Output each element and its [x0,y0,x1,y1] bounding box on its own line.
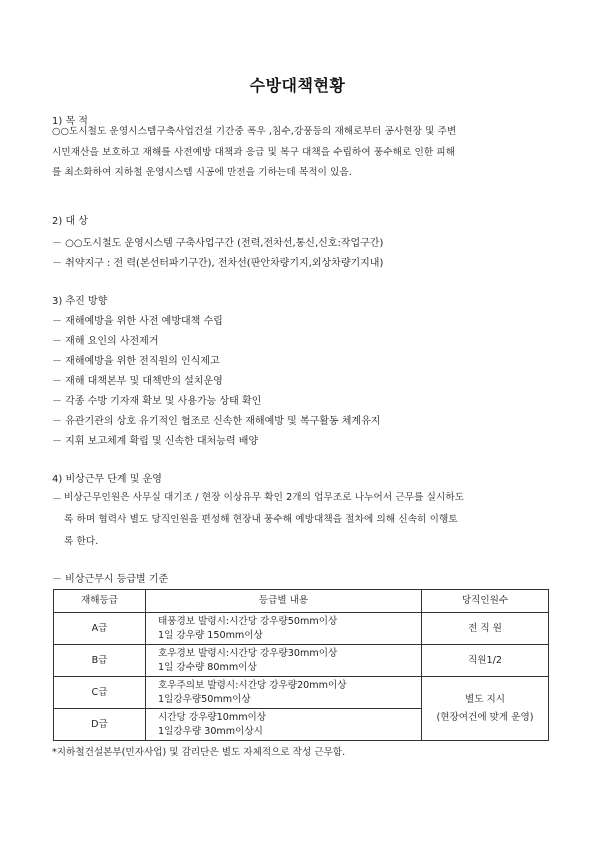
document-title: 수방대책현황 [249,76,346,95]
staff-cell: 직원1/2 [422,645,549,677]
content-cell [146,645,422,677]
section-direction-heading: 3) 추진 방향 [52,296,108,307]
content-line: 1일 강수량 80mm이상 [158,661,257,673]
content-line: 태풍경보 발령시:시간당 강우량50mm이상 [158,615,338,627]
staff-line: (현장여건에 맞게 운영) [436,711,534,723]
target-item: － 취약지구 : 전 력(본선터파기구간), 전차선(판안차량기지,외상차량기지내) [52,258,384,269]
content-cell [146,709,422,741]
content-line: 1일강우량 30mm이상시 [158,725,263,737]
content-line: 호우경보 발령시:시간당 강우량30mm이상 [158,647,338,659]
grade-cell: B급 [54,645,146,677]
grade-table [53,589,549,741]
table-row [54,677,549,709]
purpose-line: ○○도시철도 운영시스템구축사업건설 기간중 폭우 ,침수,강풍등의 재해로부터 공사현장 및 주변 [52,126,457,137]
staff-line: 별도 지시 [464,693,506,705]
direction-item: － 재해예방을 위한 전직원의 인식제고 [52,356,220,367]
direction-item: － 재해 요인의 사전제거 [52,336,159,347]
direction-item: － 재해예방을 위한 사전 예방대책 수립 [52,316,223,327]
content-line: 1일강우량50mm이상 [158,693,251,705]
header-grade: 재해등급 [54,590,146,613]
content-line: 시간당 강우량10mm이상 [158,711,267,723]
content-line: 1일 강우량 150mm이상 [158,629,263,641]
emergency-line: 록 하며 협력사 별도 당직인원을 편성해 현장내 풍수해 예방대책을 절차에 의해 신속히 이행토 [64,514,458,525]
table-row [54,613,549,645]
emergency-line: 비상근무인원은 사무실 대기조 / 현장 이상유무 확인 2개의 업무조로 나누어서 근무를 실시하도 [64,492,465,503]
grade-cell: D급 [54,709,146,741]
section-purpose-heading: 1) 목 적 [52,116,88,127]
header-content: 등급별 내용 [146,590,422,613]
staff-cell: 전 직 원 [422,613,549,645]
footnote: *지하철건설본부(민자사업) 및 감리단은 별도 자체적으로 작성 근무함. [52,747,346,758]
header-staff: 당직인원수 [422,590,549,613]
section-target-heading: 2) 대 상 [52,216,88,227]
direction-item: － 각종 수방 기자재 확보 및 사용가능 상태 확인 [52,396,262,407]
direction-item: － 유관기관의 상호 유기적인 협조로 신속한 재해예방 및 복구활동 체계유지 [52,416,381,427]
grade-cell: C급 [54,677,146,709]
content-line: 호우주의보 발령시:시간당 강우량20mm이상 [158,679,347,691]
dash-marker: － [52,494,62,505]
target-item: － ○○도시철도 운영시스템 구축사업구간 (전력,전차선,통신,신호:작업구간) [52,238,384,249]
purpose-line: 시민재산을 보호하고 재해를 사전예방 대책과 응급 및 복구 대책을 수립하여 풍수해로 인한 피해 [52,146,456,158]
content-cell [146,677,422,709]
purpose-line: 를 최소화하여 지하철 운영시스템 시공에 만전을 기하는데 목적이 있음. [52,167,353,178]
content-cell [146,613,422,645]
table-row [54,645,549,677]
staff-cell [422,677,549,741]
emergency-text [64,487,546,553]
grade-cell: A급 [54,613,146,645]
table-header-row [54,590,549,613]
direction-item: － 재해 대책본부 및 대책반의 설치운영 [52,376,223,387]
grade-table-caption: － 비상근무시 등급별 기준 [52,574,169,585]
section-purpose-body [52,122,548,184]
direction-item: － 지휘 보고체계 확립 및 신속한 대처능력 배양 [52,436,259,447]
section-emergency-heading: 4) 비상근무 단계 및 운영 [52,474,162,485]
emergency-line: 록 한다. [64,536,99,547]
